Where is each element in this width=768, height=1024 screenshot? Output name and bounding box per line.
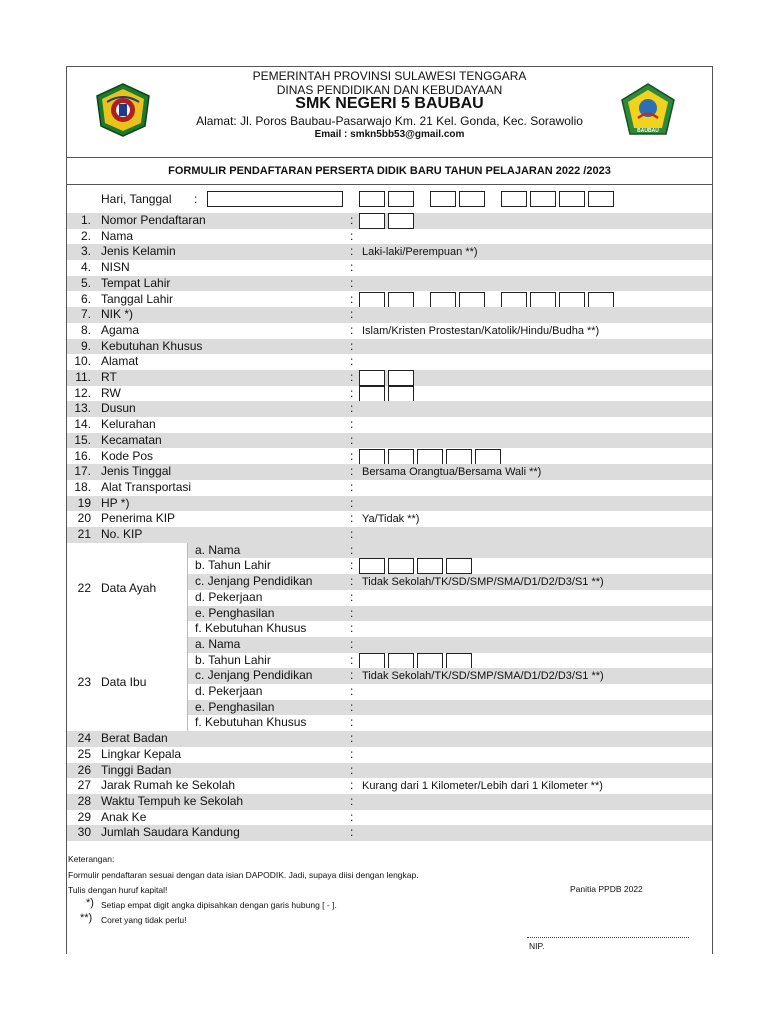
date-year-box-4[interactable]	[588, 191, 614, 207]
field-label: e. Penghasilan	[195, 605, 275, 620]
notes-star2-mark: **)	[80, 912, 93, 924]
form-row: 19 HP *) :	[67, 496, 712, 512]
school-name: SMK NEGERI 5 BAUBAU	[295, 95, 484, 112]
field-label: Jenis Kelamin	[101, 244, 176, 259]
field-label: Lingkar Kepala	[101, 746, 182, 761]
field-label: Kode Pos	[101, 448, 154, 463]
form-row: a. Nama :	[67, 637, 712, 653]
hari-tanggal-row: Hari, Tanggal :	[67, 190, 712, 208]
field-value[interactable]: Kurang dari 1 Kilometer/Lebih dari 1 Kilometer **)	[362, 780, 603, 793]
form-row: 21 No. KIP :	[67, 527, 712, 543]
field-label: f. Kebutuhan Khusus	[195, 621, 307, 636]
digit-box[interactable]	[388, 653, 414, 669]
form-row: 11. RT :	[67, 370, 712, 386]
form-row: c. Jenjang Pendidikan : Tidak Sekolah/TK/SD/SMP/SMA/D1/D2/D3/S1 **)	[67, 668, 712, 684]
committee-label: Panitia PPDB 2022	[570, 884, 643, 894]
form-row: 17. Jenis Tinggal : Bersama Orangtua/Bersama Wali **)	[67, 464, 712, 480]
school-email: Email : smkn5bb53@gmail.com	[314, 129, 465, 140]
form-row: 24 Berat Badan :	[67, 731, 712, 747]
form-row: 30 Jumlah Saudara Kandung :	[67, 825, 712, 841]
form-row: b. Tahun Lahir :	[67, 558, 712, 574]
field-label: Penerima KIP	[101, 511, 176, 526]
digit-box[interactable]	[530, 292, 556, 308]
digit-box[interactable]	[359, 558, 385, 574]
form-row: 14. Kelurahan :	[74, 417, 354, 432]
field-label: NIK *)	[101, 307, 134, 322]
field-label: c. Jenjang Pendidikan	[195, 574, 313, 589]
form-row: 10. Alamat :	[74, 354, 354, 369]
form-row: 1. Nomor Pendaftaran :	[67, 213, 712, 229]
digit-box[interactable]	[359, 386, 385, 402]
form-row: 4. NISN :	[80, 260, 354, 275]
field-label: Alamat	[101, 354, 139, 369]
digit-box[interactable]	[359, 370, 385, 386]
digit-box[interactable]	[359, 449, 385, 465]
digit-box[interactable]	[446, 449, 472, 465]
field-label: c. Jenjang Pendidikan	[195, 668, 313, 683]
notes-heading: Keterangan:	[68, 854, 115, 864]
digit-box[interactable]	[388, 292, 414, 308]
digit-box[interactable]	[388, 386, 414, 402]
province-name: PEMERINTAH PROVINSI SULAWESI TENGGARA	[252, 69, 527, 83]
field-label: Berat Badan	[101, 731, 168, 746]
date-year-box-3[interactable]	[559, 191, 585, 207]
agency-name: DINAS PENDIDIKAN DAN KEBUDAYAAN	[276, 83, 503, 97]
digit-box[interactable]	[359, 213, 385, 229]
form-row: f. Kebutuhan Khusus :	[195, 715, 354, 730]
form-row: d. Pekerjaan :	[195, 589, 354, 604]
field-label: b. Tahun Lahir	[195, 558, 271, 573]
date-month-box-2[interactable]	[459, 191, 485, 207]
field-label: Tinggi Badan	[101, 762, 172, 777]
date-year-box-1[interactable]	[501, 191, 527, 207]
field-label: Kelurahan	[101, 417, 156, 432]
digit-box[interactable]	[388, 449, 414, 465]
field-label: Tempat Lahir	[101, 275, 171, 290]
form-row: 20 Penerima KIP : Ya/Tidak **)	[77, 511, 420, 526]
digit-box[interactable]	[388, 213, 414, 229]
signature-line[interactable]	[527, 937, 689, 938]
digit-box[interactable]	[388, 558, 414, 574]
notes-star1: Setiap empat digit angka dipisahkan dengan garis hubung [ - ].	[101, 900, 337, 910]
field-label: a. Nama	[195, 542, 241, 557]
field-value[interactable]: Ya/Tidak **)	[362, 513, 420, 526]
data-ayah-label: Data Ayah	[101, 580, 157, 595]
form-row: 25 Lingkar Kepala :	[77, 746, 354, 761]
field-value[interactable]: Laki-laki/Perempuan **)	[362, 246, 478, 259]
notes-line-1: Formulir pendaftaran sesuai dengan data isian DAPODIK. Jadi, supaya diisi dengan lengkap.	[68, 870, 419, 880]
data-ayah-cell: 22 Data Ayah	[67, 543, 188, 637]
field-value[interactable]: Islam/Kristen Prostestan/Katolik/Hindu/Budha **)	[362, 324, 600, 337]
field-label: Tanggal Lahir	[101, 291, 174, 306]
form-row: f. Kebutuhan Khusus :	[195, 621, 354, 636]
form-row: 7. NIK *) :	[67, 307, 712, 323]
form-page	[66, 66, 713, 954]
data-ibu-label: Data Ibu	[101, 674, 147, 689]
field-label: Agama	[101, 322, 140, 337]
form-row: a. Nama :	[67, 543, 712, 559]
form-row: e. Penghasilan :	[67, 606, 712, 622]
field-label: NISN	[101, 260, 130, 275]
form-row: 2. Nama :	[80, 228, 354, 243]
date-day-box-1[interactable]	[359, 191, 385, 207]
field-label: Jenis Tinggal	[101, 464, 172, 479]
form-row: 6. Tanggal Lahir :	[67, 292, 712, 308]
field-label: e. Penghasilan	[195, 699, 275, 714]
form-row: 13. Dusun :	[67, 401, 712, 417]
form-row: b. Tahun Lahir :	[67, 653, 712, 669]
letterhead	[67, 67, 712, 157]
form-row: c. Jenjang Pendidikan : Tidak Sekolah/TK/SD/SMP/SMA/D1/D2/D3/S1 **)	[67, 574, 712, 590]
digit-box[interactable]	[459, 292, 485, 308]
hari-input[interactable]	[207, 191, 343, 207]
form-row: e. Penghasilan :	[67, 700, 712, 716]
field-label: Alat Transportasi	[101, 479, 192, 494]
field-value[interactable]: Tidak Sekolah/TK/SD/SMP/SMA/D1/D2/D3/S1 **)	[362, 670, 604, 683]
digit-box[interactable]	[417, 558, 443, 574]
digit-box[interactable]	[388, 370, 414, 386]
digit-box[interactable]	[501, 292, 527, 308]
form-title: FORMULIR PENDAFTARAN PERSERTA DIDIK BARU TAHUN PELAJARAN 2022 /2023	[67, 157, 712, 185]
field-label: d. Pekerjaan	[195, 684, 263, 698]
field-label: a. Nama	[195, 636, 241, 651]
form-row: 29 Anak Ke :	[77, 809, 354, 824]
field-label: RT	[101, 370, 117, 384]
field-label: Kebutuhan Khusus	[101, 338, 203, 353]
data-ibu-cell: 23 Data Ibu	[67, 637, 188, 731]
svg-text:BAUBAU: BAUBAU	[637, 128, 659, 134]
field-label: Nomor Pendaftaran	[101, 213, 206, 227]
form-row: 3. Jenis Kelamin : Laki-laki/Perempuan **)	[67, 244, 712, 260]
field-label: Waktu Tempuh ke Sekolah	[101, 793, 244, 808]
field-label: f. Kebutuhan Khusus	[195, 715, 307, 730]
field-label: Dusun	[101, 401, 136, 416]
field-label: Anak Ke	[101, 809, 147, 824]
notes-star1-mark: *)	[86, 897, 94, 909]
form-row: 5. Tempat Lahir :	[67, 276, 712, 292]
field-label: Jarak Rumah ke Sekolah	[101, 778, 236, 793]
field-label: HP *)	[101, 495, 130, 510]
digit-box[interactable]	[559, 292, 585, 308]
digit-box[interactable]	[446, 653, 472, 669]
date-year-box-2[interactable]	[530, 191, 556, 207]
form-row: 16. Kode Pos :	[67, 449, 712, 465]
date-day-box-2[interactable]	[388, 191, 414, 207]
notes-star2: Coret yang tidak perlu!	[101, 915, 187, 925]
form-row: 8. Agama : Islam/Kristen Prostestan/Katolik/Hindu/Budha **)	[80, 322, 600, 337]
form-row: 9. Kebutuhan Khusus :	[67, 339, 712, 355]
digit-box[interactable]	[430, 292, 456, 308]
field-label: Jumlah Saudara Kandung	[101, 825, 240, 840]
digit-box[interactable]	[417, 653, 443, 669]
digit-box[interactable]	[417, 449, 443, 465]
form-row: 27 Jarak Rumah ke Sekolah : Kurang dari 1 Kilometer/Lebih dari 1 Kilometer **)	[77, 778, 603, 793]
field-label: Nama	[101, 228, 134, 243]
form-row: 12. RW :	[67, 386, 712, 402]
digit-box[interactable]	[588, 292, 614, 308]
digit-box[interactable]	[359, 653, 385, 669]
school-address: Alamat: Jl. Poros Baubau-Pasarwajo Km. 21 Kel. Gonda, Kec. Sorawolio	[196, 114, 583, 128]
field-label: Kecamatan	[101, 432, 162, 447]
digit-box[interactable]	[446, 558, 472, 574]
hari-tanggal-label: Hari, Tanggal	[101, 192, 172, 206]
field-value[interactable]: Tidak Sekolah/TK/SD/SMP/SMA/D1/D2/D3/S1 **)	[362, 576, 604, 589]
field-label: d. Pekerjaan	[195, 589, 263, 604]
digit-box[interactable]	[359, 292, 385, 308]
field-label: No. KIP	[101, 527, 143, 541]
field-value[interactable]: Bersama Orangtua/Bersama Wali **)	[362, 466, 542, 479]
notes-line-2: Tulis dengan huruf kapital!	[68, 885, 168, 895]
form-row: 26 Tinggi Badan :	[67, 763, 712, 779]
form-row: d. Pekerjaan :	[195, 684, 354, 698]
nip-label: NIP.	[529, 941, 545, 951]
form-row: 18. Alat Transportasi :	[74, 479, 354, 494]
digit-box[interactable]	[475, 449, 501, 465]
date-month-box-1[interactable]	[430, 191, 456, 207]
field-label: b. Tahun Lahir	[195, 652, 271, 667]
form-row: 28 Waktu Tempuh ke Sekolah :	[67, 794, 712, 810]
form-row: 15. Kecamatan :	[67, 433, 712, 449]
field-label: RW	[101, 385, 121, 400]
